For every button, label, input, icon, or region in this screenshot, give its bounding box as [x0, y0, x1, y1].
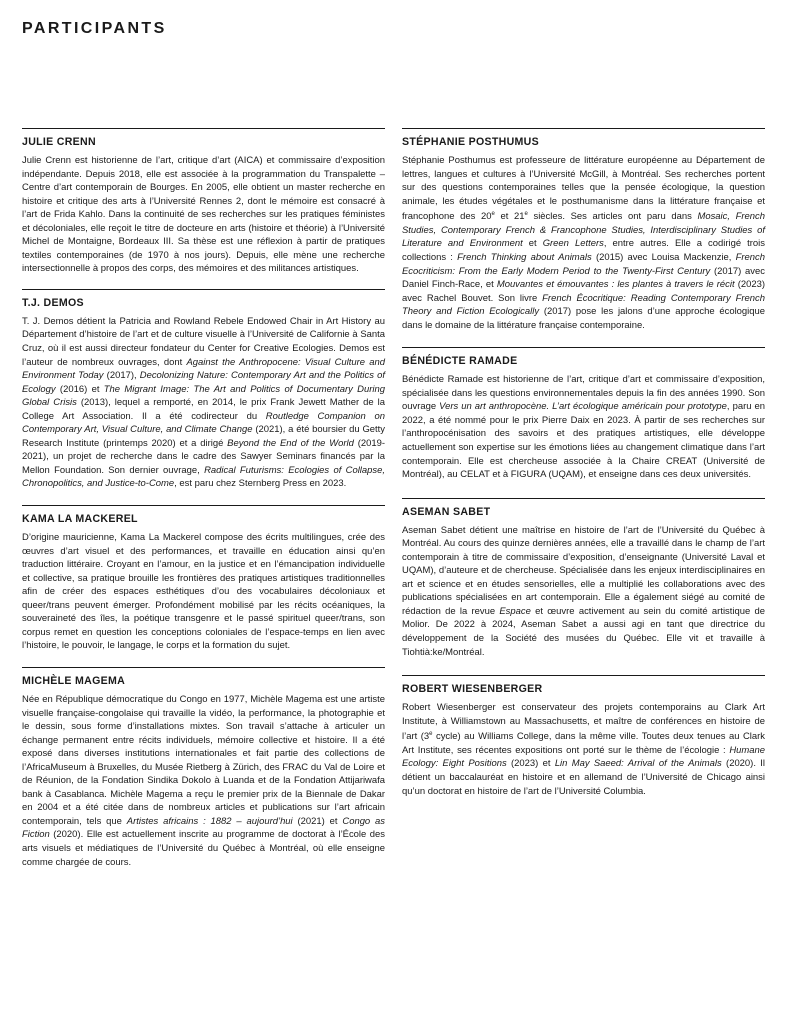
book-title: French Écocritique: Reading Contemporary French Theory and Fiction Ecologically: [402, 292, 765, 318]
bio-name: ASEMAN SABET: [402, 498, 765, 518]
book-title: The Migrant Image: The Art and Politics of Documentary During Global Crisis: [22, 383, 385, 409]
bio-text: Robert Wiesenberger est conservateur des projets contemporains au Clark Art Institute, à Williamstown au Massachusetts, et maître de conférences en histoire de l’art (3e cycle) au Williams College, dans la même ville. Toutes deux tenues au Clark Art Institute, ses récentes expositions ont porté sur le thème de l’écologie : Humane Ecology: Eight Positions (2023) et Lin May Saeed: Arrival of the Animals (2020). Il détient un baccalauréat en histoire et en allemand de l’Université de Chicago ainsi qu’un doctorat en histoire de l’art de l’Université Columbia.: [402, 702, 765, 797]
bio-robert-wiesenberger: [402, 675, 765, 798]
book-title: Routledge Companion on Contemporary Art, Visual Culture, and Climate Change: [22, 410, 385, 436]
book-title: Decolonizing Nature: Contemporary Art and the Politics of Ecology: [22, 370, 385, 395]
bio-julie-crenn: [22, 128, 385, 276]
bio-benedicte-ramade: [402, 347, 765, 481]
bio-text: Bénédicte Ramade est historienne de l’art, critique d’art et commissaire d’exposition, spécialisée dans les questions environnementales depuis la fin des années 1990. Son ouvrage Vers un art anthropocène. L’art écologique américain pour prototype, paru en 2022, a été nommé pour le prix Pierre Daix en 2023. À partir de ses recherches sur l’anthropocénisation des savoirs et des pratiques artistiques, elle développe actuellement son expertise sur les émotions liées au changement climatique dans l’art contemporain. Elle est chercheuse associée à la Chaire CREAT (Université de Montréal), au CELAT et à FIGURA (UQAM), et enseigne dans ces deux universités.: [402, 374, 765, 481]
bio-aseman-sabet: [402, 498, 765, 659]
bio-name: KAMA LA MACKEREL: [22, 505, 385, 525]
bio-text: Aseman Sabet détient une maîtrise en histoire de l’art de l’Université du Québec à Montréal. Au cours des quinze dernières années, elle a travaillé dans le champ de l’art contemporain à titre de commissaire d’exposition, d’enseignante (Université Laval et UQAM), d’auteure et de chercheuse. Spécialisée dans les enjeux interdisciplinaires en art et science et en études sensorielles, elle a multiplié les collaborations avec des publications spécialisées en art contemporain. Elle a également siégé au comité de rédaction de la revue Espace et œuvre activement au sein du comité artistique de Molior. De 2022 à 2024, Aseman Sabet a aussi agi en tant que directrice du développement de la Société des musées du Québec. Elle vit et travaille à Tiohtià:ke/Montréal.: [402, 524, 765, 658]
bio-name: BÉNÉDICTE RAMADE: [402, 347, 765, 367]
book-title: French Ecocriticism: From the Early Modern Period to the Twenty-First Century: [402, 251, 765, 277]
right-column: [402, 128, 765, 798]
journal-titles: Mosaic, French Studies, Contemporary French & Francophone Studies, Interdisciplinary Studies of Literature and Environment: [402, 211, 766, 250]
book-title: Congo as Fiction: [22, 815, 385, 841]
book-title: French Thinking about Animals: [457, 251, 592, 263]
journal-title: Green Letters: [542, 238, 604, 250]
bio-text: Stéphanie Posthumus est professeure de littérature européenne au Département de lettres, langues et cultures à l’Université McGill, à Montréal. Ses recherches portent sur des questions contemporaines telles que la pensée écologique, la question animale, les études végétales et le posthumanisme dans la littérature française et francophone des 20e et 21e siècles. Ses articles ont paru dans Mosaic, French Studies, Contemporary French & Francophone Studies, Interdisciplinary Studies of Literature and Environment et Green Letters, entre autres. Elle a codirigé trois collections : French Thinking about Animals (2015) avec Louisa Mackenzie, French Ecocriticism: From the Early Modern Period to the Twenty-First Century (2017) avec Daniel Finch-Race, et Mouvantes et émouvantes : les plantes à travers le récit (2023) avec Rachel Bouvet. Son livre French Écocritique: Reading Contemporary French Theory and Fiction Ecologically (2017) pose les jalons d’une approche écologique dans le domaine de la littérature française contemporaine.: [402, 155, 766, 331]
book-title: Against the Anthropocene: Visual Culture and Environment Today: [22, 356, 386, 382]
project-title: Beyond the End of the World: [227, 437, 354, 449]
bio-name: STÉPHANIE POSTHUMUS: [402, 128, 765, 148]
bio-text: Julie Crenn est historienne de l’art, critique d’art (AICA) et commissaire d’exposition indépendante. Depuis 2018, elle est associée à la programmation du Transpalette – Centre d’art contemporain de Bourges. En 2005, elle obtient un master recherche en histoire et critique des arts à l’Université Rennes 2, dont le mémoire est consacré à l’art de Frida Kahlo. Dans la continuité de ses recherches sur les pratiques féministes et décoloniales, elle reçoit le titre de docteure en arts (histoire et théorie) à l’Université Michel de Montaigne, Bordeaux III. Sa thèse est une réflexion à partir de pratiques textiles contemporaines (de 1970 à nos jours). Depuis, elle mène une recherche intersectionnelle à propos des corps, des mémoires et des militances artistiques.: [22, 155, 385, 275]
book-title: Artistes africains : 1882 – aujourd’hui: [126, 815, 293, 827]
bio-stephanie-posthumus: [402, 128, 765, 332]
bio-text: T. J. Demos détient la Patricia and Rowland Rebele Endowed Chair in Art History au Département d’histoire de l’art et de culture visuelle à l’Université de Californie à Santa Cruz, où il est aussi directeur fondateur du Center for Creative Ecologies. Demos est l’auteur de nombreux ouvrages, dont Against the Anthropocene: Visual Culture and Environment Today (2017), Decolonizing Nature: Contemporary Art and the Politics of Ecology (2016) et The Migrant Image: The Art and Politics of Documentary During Global Crisis (2013), lequel a remporté, en 2014, le prix Frank Jewett Mather de la College Art Association. Il a été codirecteur du Routledge Companion on Contemporary Art, Visual Culture, and Climate Change (2021), a été boursier du Getty Research Institute (printemps 2020) et a dirigé Beyond the End of the World (2019-2021), un projet de recherche dans le cadre des Sawyer Seminars financés par la Mellon Foundation. Son dernier ouvrage, Radical Futurisms: Ecologies of Collapse, Chronopolitics, and Justice-to-Come, est paru chez Sternberg Press en 2023.: [22, 315, 386, 490]
book-title: Mouvantes et émouvantes : les plantes à travers le récit: [496, 279, 735, 291]
book-title: Vers un art anthropocène. L’art écologique américain pour prototype: [439, 401, 727, 413]
bio-michele-magema: [22, 667, 385, 869]
exhibition-title: Lin May Saeed: Arrival of the Animals: [554, 758, 722, 770]
bio-name: MICHÈLE MAGEMA: [22, 667, 385, 687]
journal-title: Espace: [499, 605, 531, 617]
book-title: Radical Futurisms: Ecologies of Collapse, Chronopolitics, and Justice-to-Come: [22, 464, 385, 490]
bio-text: Née en République démocratique du Congo en 1977, Michèle Magema est une artiste visuelle française-congolaise qui travaille la vidéo, la performance, la photographie et le dessin, sous forme d’installations mixtes. Son travail s’attache à articuler un échange permanent entre récits individuels, mémoire collective et histoire. Il a été exposé dans diverses institutions internationales et fait partie des collections de l’AfricaMuseum à Bruxelles, du Musée Rietberg à Zürich, des FRAC du Val de Loire et de Réunion, de la Fondation Sindika Dokolo à Luanda et de la Fondation Attijariwafa bank à Casablanca. Michèle Magema a reçu le premier prix de la Biennale de Dakar en 2004 et a été citée dans de nombreux articles et publications sur l’art africain contemporain, tels que Artistes africains : 1882 – aujourd’hui (2021) et Congo as Fiction (2020). Elle est actuellement inscrite au programme de doctorat à l’École des arts visuels et médiatiques de l’Université du Québec à Montréal, où elle enseigne comme chargée de cours.: [22, 693, 385, 868]
page-title: PARTICIPANTS: [22, 20, 167, 37]
left-column: [22, 128, 385, 869]
bio-tj-demos: [22, 289, 385, 491]
exhibition-title: Humane Ecology: Eight Positions: [402, 744, 765, 770]
bio-name: JULIE CRENN: [22, 128, 385, 148]
bio-name: T.J. DEMOS: [22, 289, 385, 309]
bio-kama-la-mackerel: [22, 505, 385, 653]
bio-text: D’origine mauricienne, Kama La Mackerel compose des écrits multilingues, crée des œuvres d’art visuel et des performances, et travaille en éducation ainsi qu’en traduction littéraire. Croyant en l’amour, en la justice et en l’émancipation individuelle et collective, sa pratique brouille les frontières des pratiques artistiques traditionnelles afin de créer des espaces esthétiques d’ou des vocabulaires décoloniaux et queer/trans peuvent émerger. Profondément mobilisé par les récits océaniques, la souveraineté des îles, la poétique transgenre et le passé spirituel queer/trans, son corpus remet en question les conceptions coloniales de l’espace-temps en lien avec l’histoire, le pouvoir, le langage, le corps et la formation du sujet.: [22, 532, 385, 652]
bio-name: ROBERT WIESENBERGER: [402, 675, 765, 695]
